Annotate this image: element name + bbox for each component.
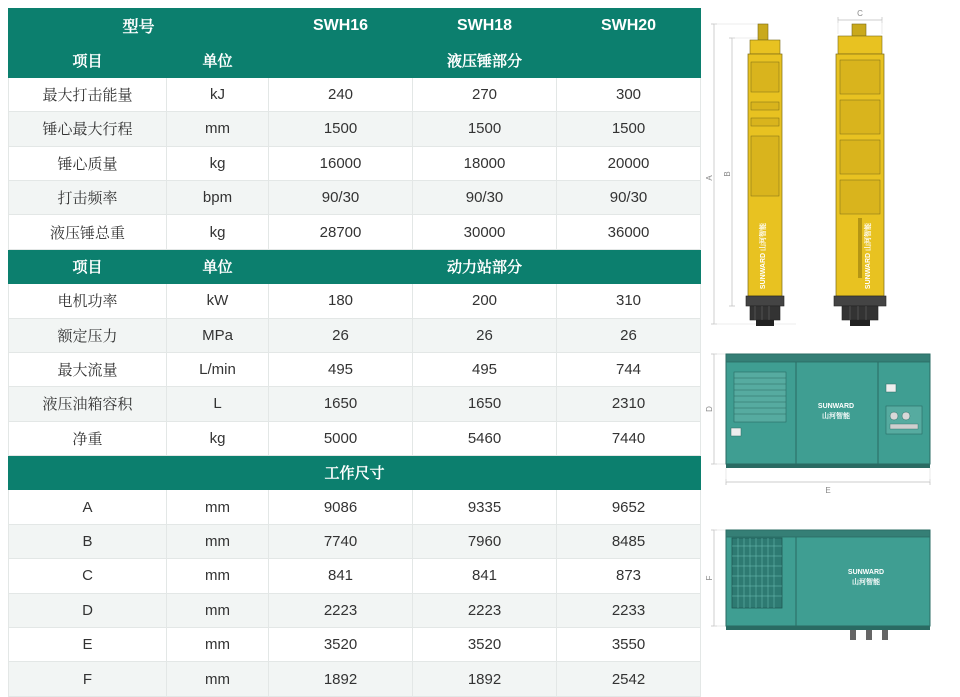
row-item: A: [9, 490, 167, 524]
row-item: 最大打击能量: [9, 77, 167, 111]
row-value-swh20: 26: [557, 318, 701, 352]
row-value-swh16: 5000: [269, 421, 413, 455]
row-item: 净重: [9, 421, 167, 455]
hammer-drawing: [700, 6, 950, 336]
row-item: 电机功率: [9, 284, 167, 318]
table-row: [9, 318, 701, 352]
row-item: 最大流量: [9, 352, 167, 386]
row-value-swh16: 1892: [269, 662, 413, 696]
row-value-swh20: 2310: [557, 387, 701, 421]
row-value-swh20: 2542: [557, 662, 701, 696]
row-item: E: [9, 628, 167, 662]
row-value-swh20: 90/30: [557, 180, 701, 214]
table-row: [9, 421, 701, 455]
row-value-swh18: 1892: [413, 662, 557, 696]
dim-d-label: D: [705, 406, 714, 412]
hammer-front-brand: SUNWARD 山河智能: [865, 222, 872, 290]
row-value-swh16: 26: [269, 318, 413, 352]
row-item: B: [9, 524, 167, 558]
table-row: [9, 284, 701, 318]
row-value-swh18: 841: [413, 559, 557, 593]
row-value-swh20: 3550: [557, 628, 701, 662]
row-value-swh20: 310: [557, 284, 701, 318]
row-unit: mm: [167, 593, 269, 627]
row-value-swh16: 28700: [269, 215, 413, 249]
section-unit-label: 单位: [167, 249, 269, 283]
row-unit: mm: [167, 524, 269, 558]
table-row: [9, 387, 701, 421]
power-station-front-brand: SUNWARD: [817, 403, 855, 410]
power-station-front-brand-cn: 山河智能: [822, 413, 850, 420]
row-value-swh18: 30000: [413, 215, 557, 249]
section-unit-label: 单位: [167, 43, 269, 77]
row-value-swh18: 90/30: [413, 180, 557, 214]
table-row: [9, 524, 701, 558]
row-item: 打击频率: [9, 180, 167, 214]
row-value-swh18: 3520: [413, 628, 557, 662]
table-row: [9, 593, 701, 627]
power-station-side-brand: SUNWARD: [847, 569, 885, 576]
row-value-swh18: 26: [413, 318, 557, 352]
row-unit: kg: [167, 146, 269, 180]
row-value-swh16: 495: [269, 352, 413, 386]
header-model-label: 型号: [9, 9, 269, 43]
row-value-swh16: 3520: [269, 628, 413, 662]
row-value-swh16: 16000: [269, 146, 413, 180]
row-value-swh20: 873: [557, 559, 701, 593]
row-value-swh18: 495: [413, 352, 557, 386]
row-item: C: [9, 559, 167, 593]
row-unit: mm: [167, 559, 269, 593]
row-value-swh16: 7740: [269, 524, 413, 558]
header-model-swh18: SWH18: [413, 9, 557, 43]
row-value-swh18: 5460: [413, 421, 557, 455]
row-value-swh18: 2223: [413, 593, 557, 627]
row-value-swh18: 200: [413, 284, 557, 318]
row-unit: kJ: [167, 77, 269, 111]
row-unit: kg: [167, 421, 269, 455]
table-row: [9, 662, 701, 696]
row-value-swh20: 300: [557, 77, 701, 111]
dim-f-label: F: [705, 575, 714, 581]
row-value-swh20: 744: [557, 352, 701, 386]
section-header-row-dimensions: [9, 456, 701, 490]
dim-e-label: E: [825, 486, 831, 495]
table-row: [9, 559, 701, 593]
table-row: [9, 146, 701, 180]
row-item: 锤心质量: [9, 146, 167, 180]
row-value-swh16: 1650: [269, 387, 413, 421]
table-row: [9, 77, 701, 111]
row-value-swh16: 841: [269, 559, 413, 593]
section-title-dimensions: 工作尺寸: [9, 456, 701, 490]
table-header-row: [9, 9, 701, 43]
section-item-label: 项目: [9, 249, 167, 283]
dim-c-label: C: [857, 9, 863, 18]
row-unit: mm: [167, 112, 269, 146]
table-row: [9, 112, 701, 146]
dim-b-label: B: [723, 171, 732, 177]
section-title-power: 动力站部分: [269, 249, 701, 283]
row-value-swh16: 240: [269, 77, 413, 111]
row-unit: MPa: [167, 318, 269, 352]
section-item-label: 项目: [9, 43, 167, 77]
row-value-swh16: 180: [269, 284, 413, 318]
row-unit: bpm: [167, 180, 269, 214]
row-value-swh16: 90/30: [269, 180, 413, 214]
figure-power-station-front: [700, 336, 960, 516]
table-row: [9, 352, 701, 386]
row-unit: mm: [167, 490, 269, 524]
row-item: 锤心最大行程: [9, 112, 167, 146]
section-title-hammer: 液压锤部分: [269, 43, 701, 77]
row-item: D: [9, 593, 167, 627]
hammer-side-brand: SUNWARD 山河智能: [760, 222, 767, 290]
row-value-swh18: 270: [413, 77, 557, 111]
row-value-swh20: 9652: [557, 490, 701, 524]
row-value-swh20: 7440: [557, 421, 701, 455]
dim-a-label: A: [705, 175, 714, 181]
power-station-side-brand-cn: 山河智能: [852, 579, 880, 586]
row-value-swh18: 1500: [413, 112, 557, 146]
row-unit: kg: [167, 215, 269, 249]
row-value-swh18: 1650: [413, 387, 557, 421]
row-unit: L/min: [167, 352, 269, 386]
header-model-swh20: SWH20: [557, 9, 701, 43]
row-item: 液压油箱容积: [9, 387, 167, 421]
figures-column: [700, 0, 960, 695]
row-unit: mm: [167, 662, 269, 696]
table-row: [9, 180, 701, 214]
figure-hydraulic-hammer: [700, 6, 960, 336]
row-item: 额定压力: [9, 318, 167, 352]
section-header-row-power: [9, 249, 701, 283]
specification-table: [8, 8, 701, 697]
row-unit: L: [167, 387, 269, 421]
row-value-swh20: 8485: [557, 524, 701, 558]
row-value-swh20: 20000: [557, 146, 701, 180]
row-value-swh18: 9335: [413, 490, 557, 524]
row-value-swh20: 36000: [557, 215, 701, 249]
row-value-swh16: 9086: [269, 490, 413, 524]
section-header-row-hammer: [9, 43, 701, 77]
row-unit: kW: [167, 284, 269, 318]
table-row: [9, 490, 701, 524]
figure-power-station-side: [700, 516, 960, 686]
row-item: 液压锤总重: [9, 215, 167, 249]
table-row: [9, 628, 701, 662]
row-value-swh18: 7960: [413, 524, 557, 558]
row-value-swh18: 18000: [413, 146, 557, 180]
row-value-swh16: 2223: [269, 593, 413, 627]
row-item: F: [9, 662, 167, 696]
power-station-front-drawing: [700, 336, 950, 516]
row-value-swh20: 2233: [557, 593, 701, 627]
header-model-swh16: SWH16: [269, 9, 413, 43]
row-value-swh16: 1500: [269, 112, 413, 146]
table-row: [9, 215, 701, 249]
power-station-side-drawing: [700, 516, 950, 686]
row-value-swh20: 1500: [557, 112, 701, 146]
row-unit: mm: [167, 628, 269, 662]
